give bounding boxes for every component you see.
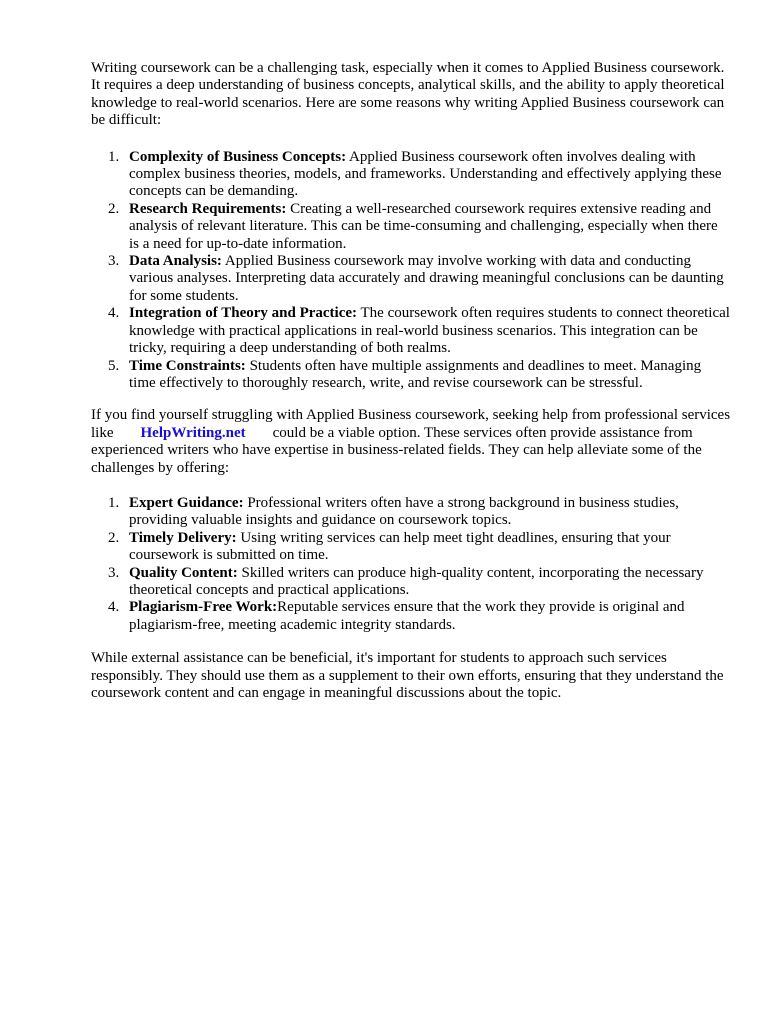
help-paragraph bbox=[91, 407, 731, 477]
list-item-term: Quality Content: bbox=[129, 564, 238, 581]
list-item-term: Plagiarism-Free Work: bbox=[129, 599, 278, 616]
list-item-term: Time Constraints: bbox=[129, 357, 246, 374]
difficulties-list bbox=[91, 149, 731, 393]
list-item-text: The coursework often requires students to connect theoretical knowledge with practical applications in real-world business scenarios. This integration can be tricky, requiring a deep understanding of both realms. bbox=[129, 305, 730, 357]
list-item-term: Research Requirements: bbox=[129, 200, 287, 217]
list-item-number: 4. bbox=[108, 305, 120, 322]
list-item bbox=[91, 599, 731, 634]
document-page bbox=[91, 60, 731, 702]
list-item-term: Integration of Theory and Practice: bbox=[129, 305, 358, 322]
list-item-text: Students often have multiple assignments and deadlines to meet. Managing time effectively to thoroughly research, write, and revise coursework can be stressful. bbox=[129, 357, 702, 391]
list-item-term: Timely Delivery: bbox=[129, 529, 237, 546]
list-item-number: 2. bbox=[108, 529, 120, 546]
list-item-text: Applied Business coursework may involve working with data and conducting various analyses. Interpreting data accurately and drawing meaningful conclusions can be daunting for some students. bbox=[129, 253, 724, 304]
list-item bbox=[91, 253, 731, 305]
list-item-text: Creating a well-researched coursework requires extensive reading and analysis of relevant literature. This can be time-consuming and challenging, especially when there is a need for up-to-date information. bbox=[129, 200, 718, 252]
list-item bbox=[91, 530, 731, 565]
help-text-before: If you find yourself struggling with Applied Business coursework, seeking help from professional services like bbox=[91, 407, 731, 441]
list-item-number: 1. bbox=[108, 494, 120, 511]
benefits-list bbox=[91, 495, 731, 634]
list-item-term: Expert Guidance: bbox=[129, 494, 244, 511]
list-item-text: Reputable services ensure that the work they provide is original and plagiarism-free, meeting academic integrity standards. bbox=[129, 599, 685, 633]
list-item-text: Professional writers often have a strong background in business studies, providing valuable insights and guidance on coursework topics. bbox=[129, 494, 679, 529]
list-item-text: Using writing services can help meet tight deadlines, ensuring that your coursework is submitted on time. bbox=[129, 529, 671, 564]
list-item bbox=[91, 305, 731, 357]
list-item bbox=[91, 149, 731, 201]
list-item-text: Skilled writers can produce high-quality content, incorporating the necessary theoretical concepts and practical applications. bbox=[129, 564, 704, 598]
list-item-term: Complexity of Business Concepts: bbox=[129, 148, 347, 165]
list-item-number: 3. bbox=[108, 253, 120, 270]
list-item-number: 4. bbox=[108, 599, 120, 616]
closing-paragraph: While external assistance can be beneficial, it's important for students to approach such services responsibly. They should use them as a supplement to their own efforts, ensuring that they understand the coursework content and can engage in meaningful discussions about the topic. bbox=[91, 650, 724, 701]
help-text-after: could be a viable option. These services often provide assistance from experienced writers who have expertise in business-related fields. They can help alleviate some of the challenges by offering: bbox=[91, 424, 702, 476]
list-item bbox=[91, 495, 731, 530]
list-item-number: 2. bbox=[108, 200, 120, 217]
list-item-number: 1. bbox=[108, 148, 120, 165]
helpwriting-link[interactable]: HelpWriting.net bbox=[140, 424, 246, 441]
list-item bbox=[91, 565, 731, 600]
list-item-term: Data Analysis: bbox=[129, 253, 222, 270]
list-item-number: 5. bbox=[108, 357, 120, 374]
list-item-text: Applied Business coursework often involves dealing with complex business theories, models, and frameworks. Understanding and effectively applying these concepts can be demanding. bbox=[129, 148, 722, 200]
list-item bbox=[91, 201, 731, 253]
intro-paragraph: Writing coursework can be a challenging task, especially when it comes to Applied Business coursework. It requires a deep understanding of business concepts, analytical skills, and the ability to apply theoretical knowledge to real-world scenarios. Here are some reasons why writing Applied Business coursework can be difficult: bbox=[91, 60, 725, 129]
list-item bbox=[91, 358, 731, 393]
list-item-number: 3. bbox=[108, 564, 120, 581]
